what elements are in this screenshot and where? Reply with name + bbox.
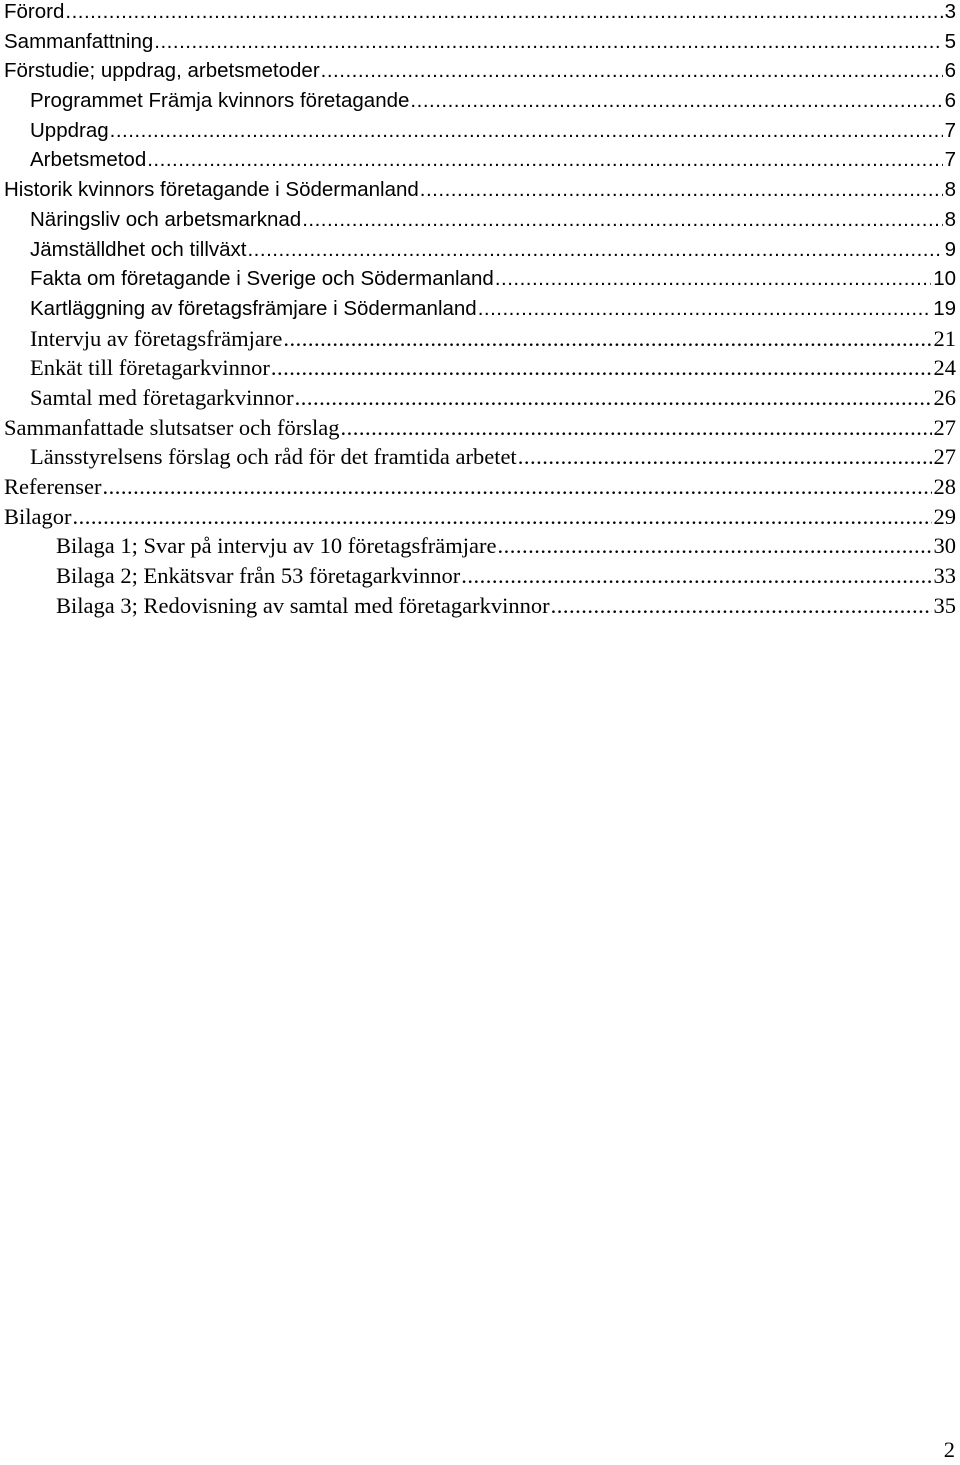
toc-entry-title: Förstudie; uppdrag, arbetsmetoder: [4, 59, 320, 83]
toc-entry-title: Arbetsmetod: [30, 148, 147, 172]
toc-entry-page-number: 35: [933, 592, 956, 618]
page-number: 2: [943, 1437, 955, 1462]
toc-dot-leader: [65, 0, 942, 27]
toc-entry[interactable]: [4, 235, 956, 265]
toc-entry-title: Bilagor: [4, 503, 72, 529]
toc-entry[interactable]: [4, 442, 956, 472]
toc-entry-title: Näringsliv och arbetsmarknad: [30, 207, 302, 231]
toc-entry-page-number: 26: [933, 384, 956, 410]
toc-entry[interactable]: [4, 383, 956, 413]
toc-dot-leader: [497, 531, 931, 561]
toc-dot-leader: [461, 561, 931, 591]
toc-entry-page-number: 27: [933, 444, 956, 470]
toc-entry-title: Referenser: [4, 474, 102, 499]
toc-entry[interactable]: [4, 353, 956, 383]
toc-dot-leader: [102, 472, 931, 502]
toc-entry-page-number: 30: [933, 533, 956, 559]
toc-dot-leader: [341, 413, 932, 443]
toc-entry[interactable]: [4, 413, 956, 443]
toc-dot-leader: [495, 264, 931, 294]
toc-dot-leader: [518, 442, 932, 472]
toc-entry-page-number: 24: [933, 355, 956, 381]
toc-entry[interactable]: [4, 502, 956, 532]
toc-entry[interactable]: [4, 531, 956, 561]
toc-dot-leader: [551, 591, 932, 621]
toc-entry-page-number: 7: [944, 148, 956, 172]
toc-dot-leader: [147, 145, 942, 175]
toc-dot-leader: [410, 86, 942, 116]
toc-entry[interactable]: [4, 561, 956, 591]
toc-entry-title: Uppdrag: [30, 118, 109, 142]
toc-dot-leader: [110, 116, 943, 146]
toc-entry[interactable]: [4, 145, 956, 175]
toc-entry[interactable]: [4, 56, 956, 86]
toc-dot-leader: [73, 502, 932, 532]
toc-entry-page-number: 33: [933, 563, 956, 589]
toc-dot-leader: [247, 235, 942, 265]
toc-entry-page-number: 7: [944, 118, 956, 142]
toc-entry-page-number: 8: [944, 207, 956, 231]
toc-entry[interactable]: [4, 591, 956, 621]
toc-entry[interactable]: [4, 294, 956, 324]
toc-dot-leader: [154, 27, 942, 57]
table-of-contents: [4, 0, 956, 620]
toc-entry-page-number: 6: [944, 59, 956, 83]
toc-entry-title: Kartläggning av företagsfrämjare i Södermanland: [30, 296, 477, 320]
toc-entry[interactable]: [4, 175, 956, 205]
toc-entry[interactable]: [4, 264, 956, 294]
toc-dot-leader: [271, 353, 932, 383]
toc-entry-title: Samtal med företagarkvinnor: [30, 384, 294, 410]
toc-entry[interactable]: [4, 116, 956, 146]
toc-entry-page-number: 19: [933, 296, 956, 320]
toc-entry-page-number: 28: [933, 474, 956, 499]
toc-dot-leader: [283, 324, 931, 354]
toc-entry[interactable]: [4, 0, 956, 27]
toc-entry-title: Intervju av företagsfrämjare: [30, 325, 283, 351]
toc-entry-page-number: 5: [944, 29, 956, 53]
toc-entry[interactable]: [4, 27, 956, 57]
toc-entry-page-number: 29: [933, 503, 956, 529]
toc-entry-title: Sammanfattade slutsatser och förslag: [4, 414, 340, 440]
toc-entry-title: Bilaga 3; Redovisning av samtal med företagarkvinnor: [56, 592, 550, 618]
toc-entry-title: Historik kvinnors företagande i Södermanland: [4, 178, 419, 202]
toc-entry-page-number: 21: [933, 325, 956, 351]
toc-entry[interactable]: [4, 472, 956, 502]
toc-entry-page-number: 8: [944, 178, 956, 202]
toc-entry-page-number: 6: [944, 89, 956, 113]
toc-entry-title: Länsstyrelsens förslag och råd för det framtida arbetet: [30, 444, 517, 470]
toc-entry-page-number: 9: [944, 237, 956, 261]
toc-dot-leader: [478, 294, 931, 324]
toc-entry[interactable]: [4, 86, 956, 116]
toc-entry-title: Bilaga 2; Enkätsvar från 53 företagarkvinnor: [56, 563, 461, 589]
toc-dot-leader: [420, 175, 943, 205]
toc-entry-page-number: 10: [933, 267, 956, 291]
toc-entry-title: Jämställdhet och tillväxt: [30, 237, 247, 261]
toc-dot-leader: [295, 383, 932, 413]
toc-entry-title: Bilaga 1; Svar på intervju av 10 företagsfrämjare: [56, 533, 497, 559]
toc-entry[interactable]: [4, 324, 956, 354]
toc-entry-title: Förord: [4, 0, 65, 23]
toc-entry-title: Fakta om företagande i Sverige och Södermanland: [30, 267, 494, 291]
toc-entry[interactable]: [4, 205, 956, 235]
toc-entry-title: Enkät till företagarkvinnor: [30, 355, 270, 381]
toc-entry-page-number: 27: [933, 414, 956, 440]
toc-dot-leader: [321, 56, 943, 86]
toc-entry-title: Programmet Främja kvinnors företagande: [30, 89, 410, 113]
toc-dot-leader: [302, 205, 942, 235]
toc-entry-title: Sammanfattning: [4, 29, 154, 53]
toc-entry-page-number: 3: [944, 0, 956, 23]
